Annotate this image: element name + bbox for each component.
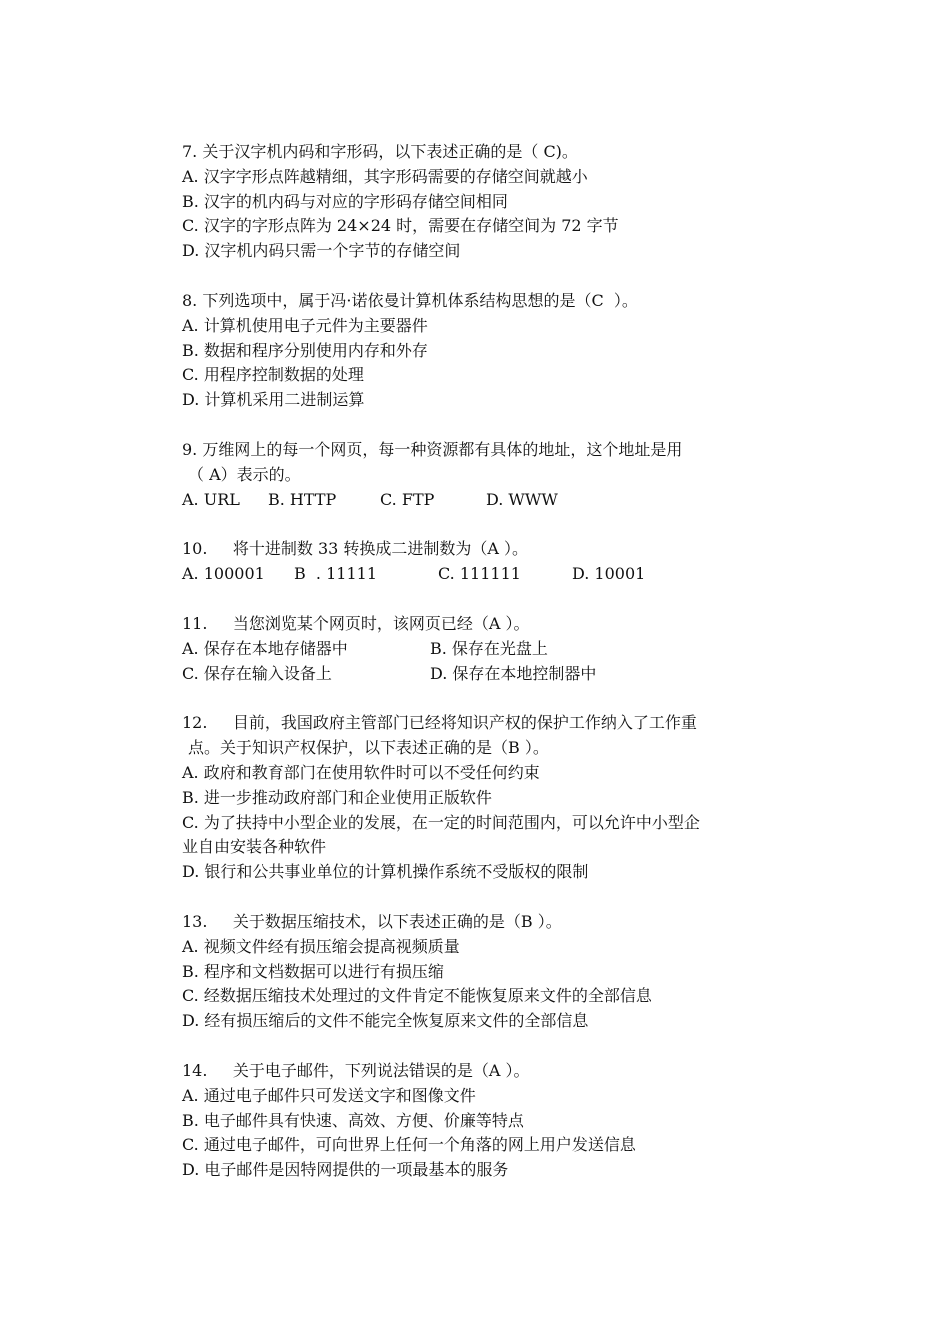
option-b: B. HTTP xyxy=(268,489,337,509)
question-9 xyxy=(182,438,822,512)
option-b: B. 保存在光盘上 xyxy=(430,638,548,658)
question-stem: 14. 关于电子邮件，下列说法错误的是（A ）。 xyxy=(182,1060,530,1080)
option-c: C. FTP xyxy=(380,489,435,509)
option-c: C. 用程序控制数据的处理 xyxy=(182,365,364,385)
option-c: C. 通过电子邮件，可向世界上任何一个角落的网上用户发送信息 xyxy=(182,1135,636,1155)
option-b: B. 数据和程序分别使用内存和外存 xyxy=(182,340,428,360)
document-page xyxy=(182,140,822,1208)
option-c: C. 汉字的字形点阵为 24×24 时，需要在存储空间为 72 字节 xyxy=(182,216,619,236)
option-c: C. 111111 xyxy=(438,564,521,584)
option-a: A. URL xyxy=(182,489,240,509)
question-10 xyxy=(182,537,822,587)
question-stem: 8. 下列选项中，属于冯·诺依曼计算机体系结构思想的是（C ）。 xyxy=(182,290,638,310)
option-d: D. 计算机采用二进制运算 xyxy=(182,390,365,410)
question-stem: 11. 当您浏览某个网页时，该网页已经（A ）。 xyxy=(182,613,530,633)
question-13 xyxy=(182,910,822,1034)
option-a: A. 视频文件经有损压缩会提高视频质量 xyxy=(182,936,460,956)
option-c: C. 保存在输入设备上 xyxy=(182,663,332,683)
option-b: B. 程序和文档数据可以进行有损压缩 xyxy=(182,961,444,981)
option-a: A. 保存在本地存储器中 xyxy=(182,638,348,658)
option-b: B. 汉字的机内码与对应的字形码存储空间相同 xyxy=(182,191,508,211)
question-stem: 9. 万维网上的每一个网页，每一种资源都有具体的地址，这个地址是用 xyxy=(182,439,683,459)
option-c-continued: 业自由安装各种软件 xyxy=(182,837,327,857)
question-8 xyxy=(182,289,822,413)
question-stem-continued: （ A）表示的。 xyxy=(188,464,301,484)
question-stem: 10. 将十进制数 33 转换成二进制数为（A ）。 xyxy=(182,539,529,559)
option-d: D. WWW xyxy=(486,489,558,509)
option-d: D. 银行和公共事业单位的计算机操作系统不受版权的限制 xyxy=(182,862,589,882)
option-a: A. 政府和教育部门在使用软件时可以不受任何约束 xyxy=(182,762,540,782)
option-a: A. 100001 xyxy=(182,564,265,584)
option-d: D. 保存在本地控制器中 xyxy=(430,663,597,683)
question-12 xyxy=(182,711,822,885)
option-b: B. 电子邮件具有快速、高效、方便、价廉等特点 xyxy=(182,1110,524,1130)
inline-options xyxy=(182,562,822,587)
option-b: B . 11111 xyxy=(294,564,377,584)
option-c: C. 经数据压缩技术处理过的文件肯定不能恢复原来文件的全部信息 xyxy=(182,986,652,1006)
option-d: D. 电子邮件是因特网提供的一项最基本的服务 xyxy=(182,1160,509,1180)
question-stem: 13. 关于数据压缩技术，以下表述正确的是（B ）。 xyxy=(182,911,562,931)
option-d: D. 经有损压缩后的文件不能完全恢复原来文件的全部信息 xyxy=(182,1011,589,1031)
inline-options xyxy=(182,488,822,513)
question-stem-continued: 点。关于知识产权保护，以下表述正确的是（B ）。 xyxy=(188,738,549,758)
option-d: D. 10001 xyxy=(572,564,646,584)
option-c: C. 为了扶持中小型企业的发展，在一定的时间范围内，可以允许中小型企 xyxy=(182,812,700,832)
option-b: B. 进一步推动政府部门和企业使用正版软件 xyxy=(182,787,492,807)
option-a: A. 汉字字形点阵越精细，其字形码需要的存储空间就越小 xyxy=(182,166,588,186)
question-14 xyxy=(182,1059,822,1183)
question-stem: 7. 关于汉字机内码和字形码，以下表述正确的是（ C)。 xyxy=(182,142,578,161)
option-d: D. 汉字机内码只需一个字节的存储空间 xyxy=(182,241,461,261)
question-7 xyxy=(182,140,822,264)
option-a: A. 通过电子邮件只可发送文字和图像文件 xyxy=(182,1085,476,1105)
question-stem: 12. 目前，我国政府主管部门已经将知识产权的保护工作纳入了工作重 xyxy=(182,713,697,733)
option-a: A. 计算机使用电子元件为主要器件 xyxy=(182,315,428,335)
option-row xyxy=(182,662,822,687)
option-row xyxy=(182,637,822,662)
question-11 xyxy=(182,612,822,686)
